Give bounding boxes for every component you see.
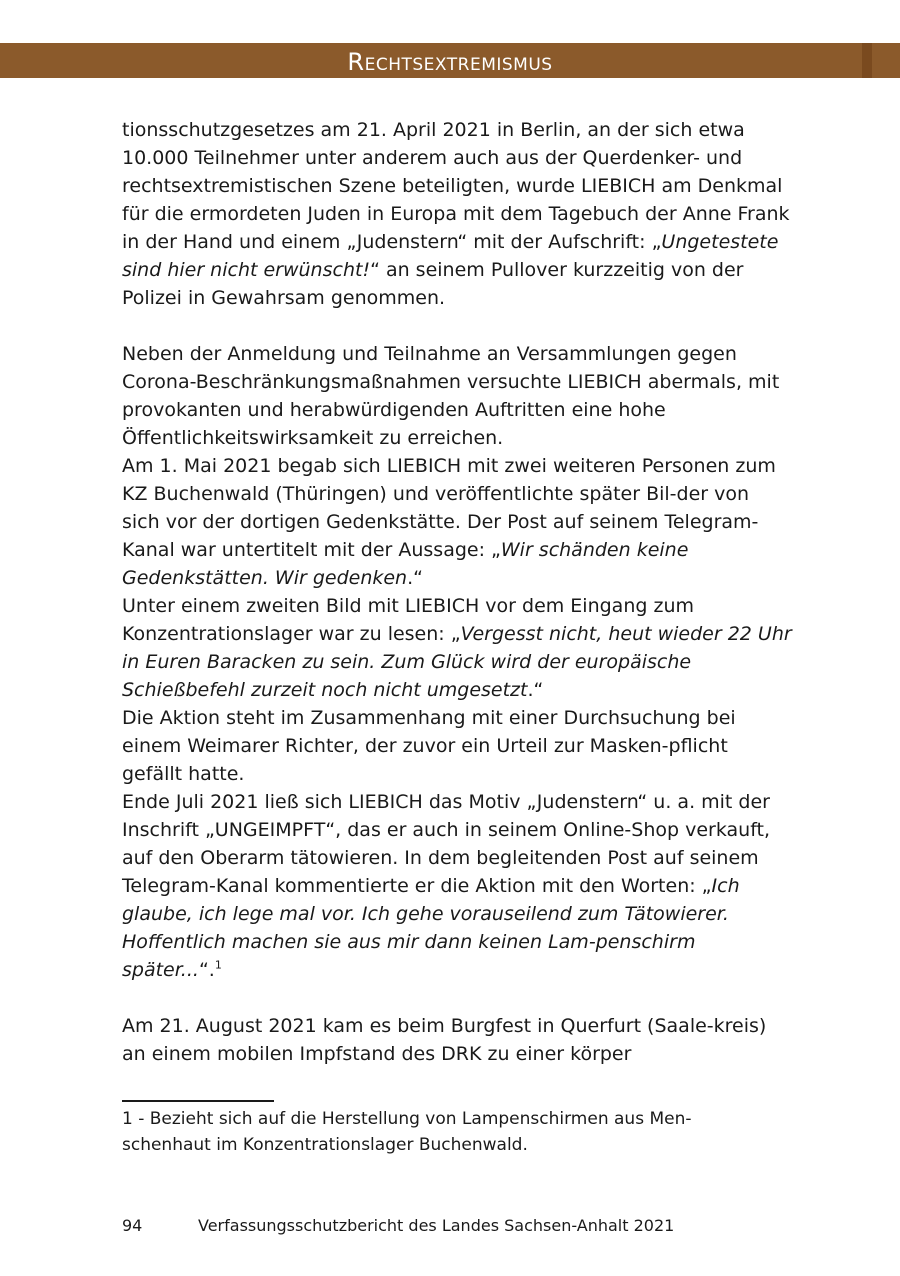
paragraph-anne-frank-part-1: tionsschutzgesetzes am 21. April 2021 in Berlin, an der sich etwa 10.000 Teilnehmer unter anderem auch aus der Querdenker- und rechtsextremistischen Szene beteiligten, wurde LIEBICH am Denkmal für die ermordeten Juden in Europa mit dem Tagebuch der Anne Frank in der Hand und einem „Judenstern“ mit der Aufschrift: „ (122, 119, 790, 253)
paragraph-anne-frank (122, 116, 792, 312)
section-title: Rechtsextremismus (347, 48, 553, 76)
paragraph-second-image-close: .“ (527, 679, 544, 701)
footnote-reference[interactable]: 1 (214, 958, 222, 972)
paragraph-buchenwald (122, 452, 792, 592)
quote-baracken: Vergesst nicht, heut wieder 22 Uhr in Euren Baracken zu sein. Zum Glück wird der europäische Schießbefehl zurzeit noch nicht umgesetzt (122, 623, 792, 701)
paragraph-second-image (122, 592, 792, 704)
paragraph-second-image-text: Unter einem zweiten Bild mit LIEBICH vor dem Eingang zum Konzentrationslager war zu lesen: „ (122, 595, 694, 645)
section-header-band (0, 43, 900, 78)
paragraph-gap (122, 312, 792, 340)
paragraph-anne-frank-part-3: “ an seinem Pullover kurzzeitig von der Polizei in Gewahrsam genommen. (122, 259, 744, 309)
quote-lampenschirm: Ich glaube, ich lege mal vor. Ich gehe vorauseilend zum Tätowierer. Hoffentlich machen sie aus mir dann keinen Lam-penschirm später... (122, 875, 740, 981)
paragraph-gap (122, 984, 792, 1012)
paragraph-buchenwald-close: .“ (407, 567, 423, 589)
page-number: 94 (122, 1216, 143, 1235)
page-footer (122, 1214, 822, 1238)
paragraph-tattoo-text: Ende Juli 2021 ließ sich LIEBICH das Motiv „Judenstern“ u. a. mit der Inschrift „UNGEIMPFT“, das er auch in seinem Online-Shop verkauft, auf den Oberarm tätowieren. In dem begleitenden Post auf seinem Telegram-Kanal kommentierte er die Aktion mit den Worten: „ (122, 791, 771, 897)
paragraph-corona-rallies: Neben der Anmeldung und Teilnahme an Versammlungen gegen Corona-Beschränkungsmaßnahmen versuchte LIEBICH abermals, mit provokanten und herabwürdigenden Auftritten eine hohe Öffentlichkeitswirksamkeit zu erreichen. (122, 343, 780, 449)
footnote-divider (122, 1100, 274, 1102)
footnote-text: 1 - Bezieht sich auf die Herstellung von Lampenschirmen aus Men-schenhaut im Konzentrationslager Buchenwald. (122, 1109, 692, 1155)
publication-title: Verfassungsschutzbericht des Landes Sachsen-Anhalt 2021 (198, 1216, 675, 1235)
paragraph-querfurt: Am 21. August 2021 kam es beim Burgfest in Querfurt (Saale-kreis) an einem mobilen Impfstand des DRK zu einer körper (122, 1015, 767, 1065)
main-body-text (122, 116, 792, 1068)
quote-ungetestete: Ungetestete sind hier nicht erwünscht! (122, 231, 779, 281)
paragraph-tattoo (122, 788, 792, 984)
paragraph-buchenwald-text: Am 1. Mai 2021 begab sich LIEBICH mit zwei weiteren Personen zum KZ Buchenwald (Thüringen) und veröffentlichte später Bil-der von sich vor der dortigen Gedenkstätte. Der Post auf seinem Telegram-Kanal war untertitelt mit der Aussage: „ (122, 455, 776, 561)
paragraph-tattoo-close: “. (198, 959, 215, 981)
paragraph-search-judge: Die Aktion steht im Zusammenhang mit einer Durchsuchung bei einem Weimarer Richter, der zuvor ein Urteil zur Masken-pflicht gefällt hatte. (122, 707, 736, 785)
quote-gedenken: Wir schänden keine Gedenkstätten. Wir gedenken (122, 539, 689, 589)
